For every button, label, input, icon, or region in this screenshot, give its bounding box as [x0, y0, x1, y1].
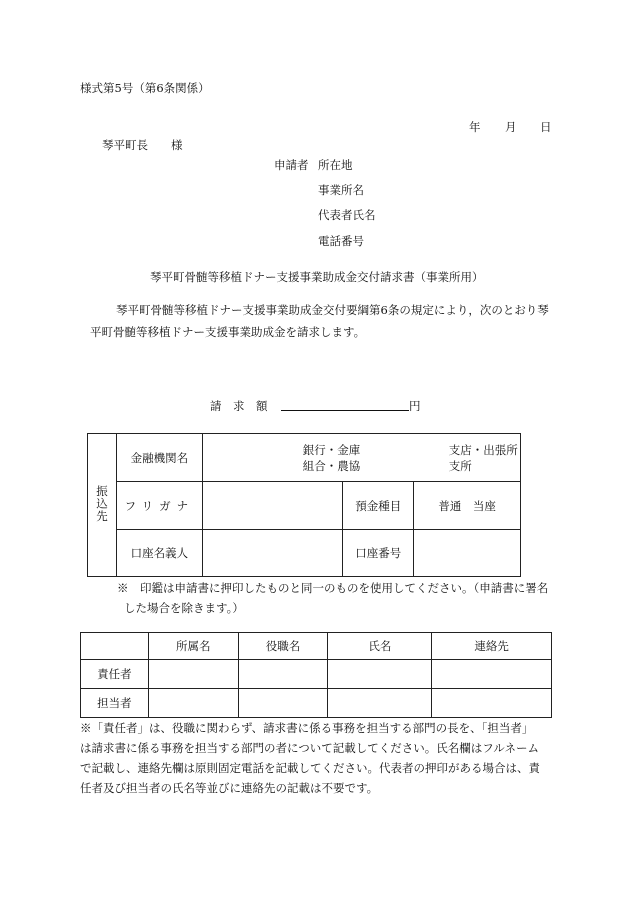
responsible-contact-field[interactable] [432, 660, 552, 689]
applicant-label: 申請者 [274, 158, 309, 172]
deposit-type-label: 預金種目 [343, 482, 414, 530]
transfer-side-label: 振込先 [94, 484, 109, 523]
staff-name-field[interactable] [328, 689, 432, 718]
account-number-label: 口座番号 [343, 530, 414, 577]
contact-header-department: 所属名 [148, 633, 238, 660]
applicant-phone-label: 電話番号 [318, 234, 364, 248]
row-label-staff: 担当者 [81, 689, 149, 718]
addressee: 琴平町長 様 [102, 138, 183, 152]
branch-type-2: 支所 [448, 458, 472, 473]
bank-name-field[interactable] [202, 434, 520, 482]
body-line-2: 平町骨髄等移植ドナー支援事業助成金を請求します。 [90, 325, 366, 339]
applicant-office-label: 事業所名 [318, 183, 364, 197]
footer-note-line-3: で記載し、連絡先欄は原則固定電話を記載してください。代表者の押印がある場合は、責 [80, 761, 540, 775]
furigana-label: フリガナ [116, 482, 202, 530]
account-holder-field[interactable] [202, 530, 343, 577]
body-line-1: 琴平町骨髄等移植ドナー支援事業助成金交付要綱第6条の規定により，次のとおり琴 [116, 303, 549, 317]
deposit-type-options[interactable]: 普通 当座 [414, 482, 521, 530]
contact-header-position: 役職名 [238, 633, 328, 660]
table-row [81, 689, 552, 718]
claim-amount-line[interactable] [281, 410, 409, 411]
form-code: 様式第5号（第6条関係） [80, 81, 210, 95]
applicant-address-label: 所在地 [318, 158, 353, 172]
contact-header-blank [81, 633, 149, 660]
staff-contact-field[interactable] [432, 689, 552, 718]
footer-note-line-1: ※「責任者」は、役職に関わらず、請求書に係る事務を担当する部門の長を、「担当者」 [80, 721, 534, 735]
date-day: 日 [540, 120, 552, 134]
footer-note-line-2: は請求書に係る事務を担当する部門の者について記載してください。氏名欄はフルネーム [80, 741, 539, 755]
bank-type-2: 組合・農協 [302, 458, 361, 473]
account-number-field[interactable] [414, 530, 521, 577]
date-year: 年 [469, 120, 481, 134]
contact-table [80, 632, 552, 718]
branch-type-options [449, 442, 518, 474]
responsible-position-field[interactable] [238, 660, 328, 689]
contact-header-name: 氏名 [328, 633, 432, 660]
bank-table [87, 433, 521, 577]
staff-department-field[interactable] [148, 689, 238, 718]
claim-label: 請 求 額 [210, 399, 268, 413]
transfer-side-cell [88, 434, 117, 577]
row-label-responsible: 責任者 [81, 660, 149, 689]
bank-name-label: 金融機関名 [116, 434, 202, 482]
bank-type-1: 銀行・金庫 [302, 442, 361, 457]
bank-type-options [303, 442, 361, 474]
applicant-representative-label: 代表者氏名 [318, 208, 376, 222]
table-row [81, 660, 552, 689]
staff-position-field[interactable] [238, 689, 328, 718]
footer-note-line-4: 任者及び担当者の氏名等並びに連絡先の記載は不要です。 [80, 781, 379, 795]
furigana-field[interactable] [202, 482, 343, 530]
account-holder-label: 口座名義人 [116, 530, 202, 577]
responsible-department-field[interactable] [148, 660, 238, 689]
date-month: 月 [505, 120, 517, 134]
contact-header-contact: 連絡先 [432, 633, 552, 660]
seal-note-line-1: ※ 印鑑は申請書に押印したものと同一のものを使用してください。（申請書に署名 [117, 581, 549, 595]
claim-unit: 円 [409, 399, 421, 413]
responsible-name-field[interactable] [328, 660, 432, 689]
document-title: 琴平町骨髄等移植ドナー支援事業助成金交付請求書（事業所用） [150, 270, 484, 284]
branch-type-1: 支店・出張所 [448, 442, 518, 457]
seal-note-line-2: した場合を除きます。） [124, 601, 244, 615]
